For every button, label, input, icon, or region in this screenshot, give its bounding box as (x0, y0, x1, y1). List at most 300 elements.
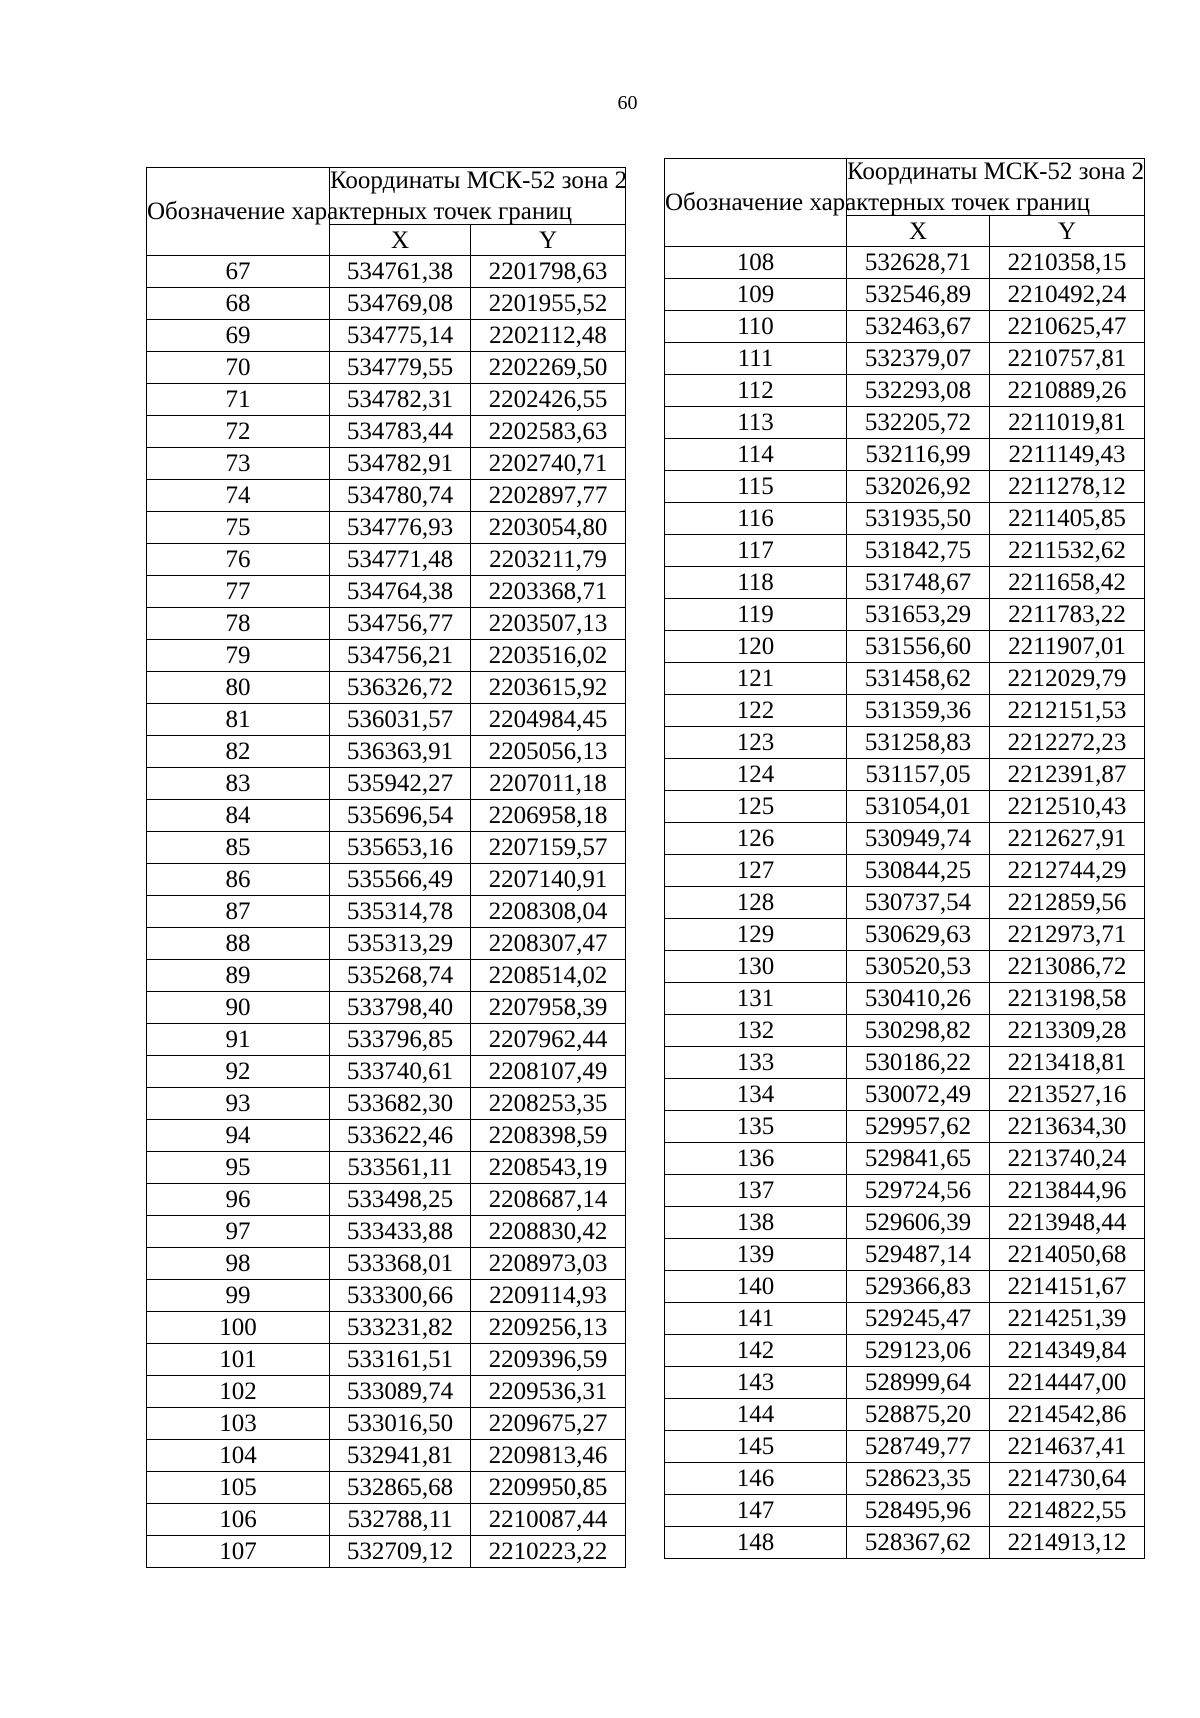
x-coordinate: 533498,25 (330, 1184, 471, 1216)
x-coordinate: 534779,55 (330, 352, 471, 384)
table-row (147, 288, 626, 320)
point-number: 135 (665, 1111, 847, 1143)
y-coordinate: 2213198,58 (990, 983, 1145, 1015)
x-coordinate: 530186,22 (847, 1047, 990, 1079)
table-row (147, 384, 626, 416)
y-coordinate: 2208514,02 (471, 960, 626, 992)
point-number: 107 (147, 1536, 330, 1568)
point-number: 127 (665, 855, 847, 887)
point-number: 110 (665, 311, 847, 343)
y-coordinate: 2208107,49 (471, 1056, 626, 1088)
y-coordinate: 2213527,16 (990, 1079, 1145, 1111)
x-coordinate: 535653,16 (330, 832, 471, 864)
point-number: 74 (147, 480, 330, 512)
y-coordinate: 2213948,44 (990, 1207, 1145, 1239)
point-number: 114 (665, 439, 847, 471)
x-coordinate: 532379,07 (847, 343, 990, 375)
point-number: 77 (147, 576, 330, 608)
x-coordinate: 530298,82 (847, 1015, 990, 1047)
point-number: 128 (665, 887, 847, 919)
table-row (665, 1239, 1145, 1271)
point-number: 87 (147, 896, 330, 928)
table-row (665, 759, 1145, 791)
y-coordinate: 2202112,48 (471, 320, 626, 352)
x-coordinate: 532293,08 (847, 375, 990, 407)
point-number: 71 (147, 384, 330, 416)
point-number: 130 (665, 951, 847, 983)
point-number: 143 (665, 1367, 847, 1399)
x-coordinate: 532865,68 (330, 1472, 471, 1504)
x-coordinate: 529724,56 (847, 1175, 990, 1207)
table-row (147, 992, 626, 1024)
header-coords-label: Координаты МСК-52 зона 2 (847, 159, 1145, 216)
x-coordinate: 533300,66 (330, 1280, 471, 1312)
y-coordinate: 2208830,42 (471, 1216, 626, 1248)
x-coordinate: 533089,74 (330, 1376, 471, 1408)
x-coordinate: 534761,38 (330, 256, 471, 288)
y-coordinate: 2214349,84 (990, 1335, 1145, 1367)
x-coordinate: 531653,29 (847, 599, 990, 631)
x-coordinate: 528749,77 (847, 1431, 990, 1463)
table-row (665, 1143, 1145, 1175)
x-coordinate: 532788,11 (330, 1504, 471, 1536)
table-row (665, 1271, 1145, 1303)
table-row (147, 1120, 626, 1152)
table-row (147, 480, 626, 512)
table-row (147, 608, 626, 640)
y-coordinate: 2207011,18 (471, 768, 626, 800)
table-row (665, 407, 1145, 439)
x-coordinate: 535314,78 (330, 896, 471, 928)
x-coordinate: 534783,44 (330, 416, 471, 448)
x-coordinate: 534771,48 (330, 544, 471, 576)
y-coordinate: 2211907,01 (990, 631, 1145, 663)
y-coordinate: 2211405,85 (990, 503, 1145, 535)
point-number: 129 (665, 919, 847, 951)
x-coordinate: 533798,40 (330, 992, 471, 1024)
header-point-label: Обозначение характерных точек границ (665, 159, 847, 247)
table-row (147, 928, 626, 960)
table-row (147, 1344, 626, 1376)
point-number: 144 (665, 1399, 847, 1431)
table-row (665, 695, 1145, 727)
y-coordinate: 2212859,56 (990, 887, 1145, 919)
table-row (665, 855, 1145, 887)
x-coordinate: 533231,82 (330, 1312, 471, 1344)
x-coordinate: 532463,67 (847, 311, 990, 343)
point-number: 118 (665, 567, 847, 599)
y-coordinate: 2213844,96 (990, 1175, 1145, 1207)
table-row (665, 1495, 1145, 1527)
point-number: 79 (147, 640, 330, 672)
table-row (147, 960, 626, 992)
x-coordinate: 530844,25 (847, 855, 990, 887)
point-number: 97 (147, 1216, 330, 1248)
table-row (147, 1408, 626, 1440)
table-row (147, 704, 626, 736)
point-number: 147 (665, 1495, 847, 1527)
y-coordinate: 2203516,02 (471, 640, 626, 672)
table-row (665, 567, 1145, 599)
table-row (665, 727, 1145, 759)
y-coordinate: 2208307,47 (471, 928, 626, 960)
point-number: 85 (147, 832, 330, 864)
y-coordinate: 2214251,39 (990, 1303, 1145, 1335)
y-coordinate: 2211532,62 (990, 535, 1145, 567)
point-number: 113 (665, 407, 847, 439)
y-coordinate: 2209536,31 (471, 1376, 626, 1408)
point-number: 145 (665, 1431, 847, 1463)
y-coordinate: 2214913,12 (990, 1527, 1145, 1559)
y-coordinate: 2213418,81 (990, 1047, 1145, 1079)
x-coordinate: 533740,61 (330, 1056, 471, 1088)
table-row (665, 631, 1145, 663)
x-coordinate: 534782,31 (330, 384, 471, 416)
x-coordinate: 532628,71 (847, 247, 990, 279)
y-coordinate: 2209813,46 (471, 1440, 626, 1472)
x-coordinate: 534756,77 (330, 608, 471, 640)
x-coordinate: 533016,50 (330, 1408, 471, 1440)
table-row (147, 544, 626, 576)
table-row (665, 1335, 1145, 1367)
x-coordinate: 533622,46 (330, 1120, 471, 1152)
y-coordinate: 2214822,55 (990, 1495, 1145, 1527)
header-x-label: X (847, 216, 990, 247)
x-coordinate: 530629,63 (847, 919, 990, 951)
point-number: 136 (665, 1143, 847, 1175)
table-row (147, 1024, 626, 1056)
table-row (665, 1015, 1145, 1047)
table-row (665, 535, 1145, 567)
point-number: 68 (147, 288, 330, 320)
table-row (147, 1216, 626, 1248)
table-row (665, 1079, 1145, 1111)
point-number: 84 (147, 800, 330, 832)
point-number: 100 (147, 1312, 330, 1344)
x-coordinate: 530737,54 (847, 887, 990, 919)
point-number: 111 (665, 343, 847, 375)
point-number: 89 (147, 960, 330, 992)
point-number: 123 (665, 727, 847, 759)
x-coordinate: 531935,50 (847, 503, 990, 535)
table-row (665, 599, 1145, 631)
y-coordinate: 2210087,44 (471, 1504, 626, 1536)
point-number: 101 (147, 1344, 330, 1376)
coordinates-table-right (664, 158, 1145, 1559)
table-row (147, 1056, 626, 1088)
point-number: 141 (665, 1303, 847, 1335)
x-coordinate: 535268,74 (330, 960, 471, 992)
y-coordinate: 2206958,18 (471, 800, 626, 832)
y-coordinate: 2214151,67 (990, 1271, 1145, 1303)
point-number: 96 (147, 1184, 330, 1216)
point-number: 86 (147, 864, 330, 896)
coordinates-table-left (146, 167, 626, 1568)
table-row (147, 1312, 626, 1344)
x-coordinate: 531748,67 (847, 567, 990, 599)
table-row (665, 1175, 1145, 1207)
x-coordinate: 531842,75 (847, 535, 990, 567)
table-row (147, 864, 626, 896)
point-number: 76 (147, 544, 330, 576)
table-row (147, 320, 626, 352)
x-coordinate: 528999,64 (847, 1367, 990, 1399)
x-coordinate: 530072,49 (847, 1079, 990, 1111)
y-coordinate: 2211783,22 (990, 599, 1145, 631)
y-coordinate: 2208973,03 (471, 1248, 626, 1280)
x-coordinate: 533561,11 (330, 1152, 471, 1184)
point-number: 124 (665, 759, 847, 791)
y-coordinate: 2203368,71 (471, 576, 626, 608)
point-number: 105 (147, 1472, 330, 1504)
table-row (665, 343, 1145, 375)
table-row (665, 1527, 1145, 1559)
point-number: 109 (665, 279, 847, 311)
point-number: 126 (665, 823, 847, 855)
x-coordinate: 533796,85 (330, 1024, 471, 1056)
point-number: 83 (147, 768, 330, 800)
x-coordinate: 528875,20 (847, 1399, 990, 1431)
x-coordinate: 531458,62 (847, 663, 990, 695)
point-number: 104 (147, 1440, 330, 1472)
point-number: 81 (147, 704, 330, 736)
y-coordinate: 2212510,43 (990, 791, 1145, 823)
x-coordinate: 536326,72 (330, 672, 471, 704)
table-row (147, 1504, 626, 1536)
table-row (665, 503, 1145, 535)
point-number: 112 (665, 375, 847, 407)
point-number: 98 (147, 1248, 330, 1280)
y-coordinate: 2214637,41 (990, 1431, 1145, 1463)
y-coordinate: 2214542,86 (990, 1399, 1145, 1431)
x-coordinate: 534769,08 (330, 288, 471, 320)
table-row (147, 800, 626, 832)
y-coordinate: 2214050,68 (990, 1239, 1145, 1271)
x-coordinate: 534764,38 (330, 576, 471, 608)
table-row (665, 311, 1145, 343)
point-number: 78 (147, 608, 330, 640)
table-row (665, 247, 1145, 279)
table-row (147, 672, 626, 704)
y-coordinate: 2213086,72 (990, 951, 1145, 983)
table-row (147, 1184, 626, 1216)
table-row (665, 791, 1145, 823)
x-coordinate: 529245,47 (847, 1303, 990, 1335)
table-row (665, 375, 1145, 407)
y-coordinate: 2202426,55 (471, 384, 626, 416)
table-row (147, 1472, 626, 1504)
point-number: 82 (147, 736, 330, 768)
point-number: 108 (665, 247, 847, 279)
table-row (665, 823, 1145, 855)
y-coordinate: 2208308,04 (471, 896, 626, 928)
x-coordinate: 535942,27 (330, 768, 471, 800)
x-coordinate: 532941,81 (330, 1440, 471, 1472)
x-coordinate: 534756,21 (330, 640, 471, 672)
y-coordinate: 2210625,47 (990, 311, 1145, 343)
y-coordinate: 2214730,64 (990, 1463, 1145, 1495)
y-coordinate: 2209675,27 (471, 1408, 626, 1440)
table-row (665, 887, 1145, 919)
x-coordinate: 534775,14 (330, 320, 471, 352)
point-number: 137 (665, 1175, 847, 1207)
point-number: 132 (665, 1015, 847, 1047)
point-number: 73 (147, 448, 330, 480)
point-number: 131 (665, 983, 847, 1015)
y-coordinate: 2212744,29 (990, 855, 1145, 887)
header-y-label: Y (990, 216, 1145, 247)
header-point-label: Обозначение характерных точек границ (147, 168, 330, 256)
table-row (665, 1303, 1145, 1335)
x-coordinate: 530949,74 (847, 823, 990, 855)
y-coordinate: 2205056,13 (471, 736, 626, 768)
table-body-right (665, 247, 1145, 1559)
y-coordinate: 2212627,91 (990, 823, 1145, 855)
y-coordinate: 2202897,77 (471, 480, 626, 512)
point-number: 121 (665, 663, 847, 695)
table-row (665, 1207, 1145, 1239)
point-number: 91 (147, 1024, 330, 1056)
y-coordinate: 2211149,43 (990, 439, 1145, 471)
y-coordinate: 2208543,19 (471, 1152, 626, 1184)
point-number: 148 (665, 1527, 847, 1559)
x-coordinate: 535566,49 (330, 864, 471, 896)
x-coordinate: 529606,39 (847, 1207, 990, 1239)
point-number: 119 (665, 599, 847, 631)
table-row (147, 448, 626, 480)
table-row (147, 416, 626, 448)
point-number: 99 (147, 1280, 330, 1312)
point-number: 75 (147, 512, 330, 544)
x-coordinate: 533368,01 (330, 1248, 471, 1280)
table-row (147, 736, 626, 768)
x-coordinate: 534780,74 (330, 480, 471, 512)
x-coordinate: 534776,93 (330, 512, 471, 544)
table-row (147, 256, 626, 288)
y-coordinate: 2209114,93 (471, 1280, 626, 1312)
point-number: 95 (147, 1152, 330, 1184)
point-number: 115 (665, 471, 847, 503)
table-row (147, 1088, 626, 1120)
point-number: 139 (665, 1239, 847, 1271)
y-coordinate: 2207958,39 (471, 992, 626, 1024)
table-row (665, 1367, 1145, 1399)
table-body-left (147, 256, 626, 1568)
y-coordinate: 2212272,23 (990, 727, 1145, 759)
x-coordinate: 532709,12 (330, 1536, 471, 1568)
table-row (147, 1152, 626, 1184)
y-coordinate: 2208253,35 (471, 1088, 626, 1120)
y-coordinate: 2212151,53 (990, 695, 1145, 727)
point-number: 70 (147, 352, 330, 384)
x-coordinate: 536031,57 (330, 704, 471, 736)
y-coordinate: 2213309,28 (990, 1015, 1145, 1047)
table-row (665, 919, 1145, 951)
y-coordinate: 2203507,13 (471, 608, 626, 640)
y-coordinate: 2202583,63 (471, 416, 626, 448)
x-coordinate: 532205,72 (847, 407, 990, 439)
header-x-label: X (330, 225, 471, 256)
x-coordinate: 533682,30 (330, 1088, 471, 1120)
table-row (665, 1111, 1145, 1143)
point-number: 90 (147, 992, 330, 1024)
y-coordinate: 2207159,57 (471, 832, 626, 864)
y-coordinate: 2209396,59 (471, 1344, 626, 1376)
x-coordinate: 535313,29 (330, 928, 471, 960)
y-coordinate: 2208398,59 (471, 1120, 626, 1152)
y-coordinate: 2213740,24 (990, 1143, 1145, 1175)
point-number: 69 (147, 320, 330, 352)
y-coordinate: 2208687,14 (471, 1184, 626, 1216)
x-coordinate: 528367,62 (847, 1527, 990, 1559)
table-row (665, 983, 1145, 1015)
point-number: 94 (147, 1120, 330, 1152)
y-coordinate: 2209256,13 (471, 1312, 626, 1344)
table-row (147, 896, 626, 928)
x-coordinate: 529957,62 (847, 1111, 990, 1143)
y-coordinate: 2210223,22 (471, 1536, 626, 1568)
page-number: 60 (617, 92, 638, 114)
table-row (665, 1047, 1145, 1079)
table-row (665, 279, 1145, 311)
table-row (665, 471, 1145, 503)
point-number: 138 (665, 1207, 847, 1239)
table-row (665, 1399, 1145, 1431)
point-number: 106 (147, 1504, 330, 1536)
y-coordinate: 2212973,71 (990, 919, 1145, 951)
y-coordinate: 2209950,85 (471, 1472, 626, 1504)
y-coordinate: 2203054,80 (471, 512, 626, 544)
x-coordinate: 534782,91 (330, 448, 471, 480)
point-number: 67 (147, 256, 330, 288)
table-row (147, 768, 626, 800)
y-coordinate: 2210889,26 (990, 375, 1145, 407)
y-coordinate: 2210358,15 (990, 247, 1145, 279)
y-coordinate: 2210757,81 (990, 343, 1145, 375)
y-coordinate: 2211658,42 (990, 567, 1145, 599)
table-row (665, 663, 1145, 695)
x-coordinate: 529123,06 (847, 1335, 990, 1367)
table-row (147, 352, 626, 384)
table-row (665, 439, 1145, 471)
y-coordinate: 2211019,81 (990, 407, 1145, 439)
x-coordinate: 529366,83 (847, 1271, 990, 1303)
x-coordinate: 535696,54 (330, 800, 471, 832)
point-number: 140 (665, 1271, 847, 1303)
table-row (147, 1280, 626, 1312)
y-coordinate: 2203211,79 (471, 544, 626, 576)
y-coordinate: 2202269,50 (471, 352, 626, 384)
y-coordinate: 2212029,79 (990, 663, 1145, 695)
header-coords-label: Координаты МСК-52 зона 2 (330, 168, 626, 225)
x-coordinate: 529841,65 (847, 1143, 990, 1175)
y-coordinate: 2207962,44 (471, 1024, 626, 1056)
point-number: 142 (665, 1335, 847, 1367)
x-coordinate: 531054,01 (847, 791, 990, 823)
x-coordinate: 530410,26 (847, 983, 990, 1015)
point-number: 72 (147, 416, 330, 448)
x-coordinate: 531258,83 (847, 727, 990, 759)
point-number: 102 (147, 1376, 330, 1408)
y-coordinate: 2211278,12 (990, 471, 1145, 503)
point-number: 120 (665, 631, 847, 663)
point-number: 116 (665, 503, 847, 535)
table-row (147, 1440, 626, 1472)
x-coordinate: 530520,53 (847, 951, 990, 983)
x-coordinate: 529487,14 (847, 1239, 990, 1271)
x-coordinate: 532546,89 (847, 279, 990, 311)
table-row (665, 1463, 1145, 1495)
